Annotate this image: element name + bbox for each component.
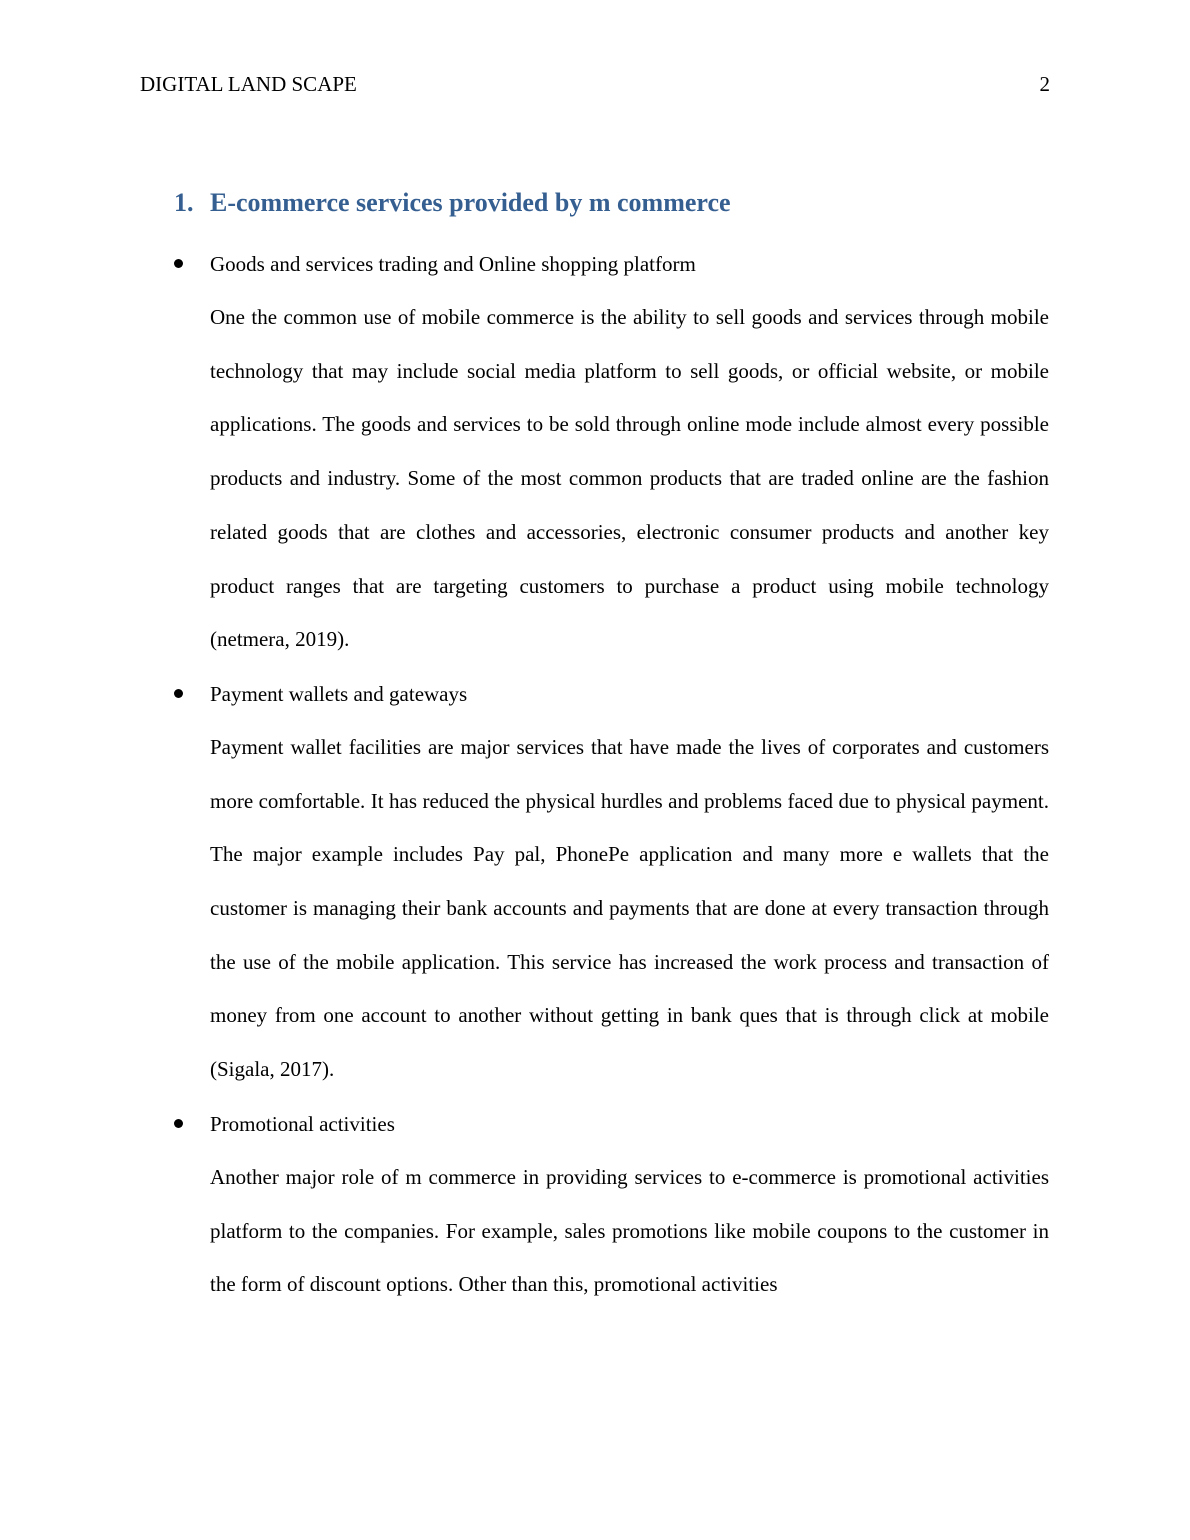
running-head: [140, 70, 1050, 98]
paragraph: Payment wallet facilities are major services that have made the lives of corporates and customers more comfortable. It has reduced the physical hurdles and problems faced due to physical payment. The major example includes Pay pal, PhonePe application and many more e wallets that the customer is managing their bank accounts and payments that are done at every transaction through the use of the mobile application. This service has increased the work process and transaction of money from one account to another without getting in bank ques that is through click at mobile (Sigala, 2017).: [210, 734, 1049, 1082]
bullet-item: [210, 1097, 1049, 1151]
bullet-label: Goods and services trading and Online shopping platform: [210, 252, 696, 276]
document-body: [210, 237, 1049, 1312]
paragraph: Another major role of m commerce in providing services to e-commerce is promotional activities platform to the companies. For example, sales promotions like mobile coupons to the customer in the form of discount options. Other than this, promotional activities: [210, 1164, 1049, 1297]
bullet-icon: [174, 1119, 183, 1128]
section-heading: [174, 184, 1050, 222]
section-title: E-commerce services provided by m commerce: [210, 188, 731, 217]
bullet-icon: [174, 259, 183, 268]
running-head-title: DIGITAL LAND SCAPE: [140, 72, 357, 96]
bullet-icon: [174, 689, 183, 698]
bullet-label: Payment wallets and gateways: [210, 681, 468, 706]
bullet-item: [210, 237, 1049, 291]
page-number: 2: [1039, 72, 1050, 96]
paragraph: One the common use of mobile commerce is the ability to sell goods and services through mobile technology that may include social media platform to sell goods, or official website, or mobile applications. The goods and services to be sold through online mode include almost every possible products and industry. Some of the most common products that are traded online are the fashion related goods that are clothes and accessories, electronic consumer products and another key product ranges that are targeting customers to purchase a product using mobile technology (netmera, 2019).: [210, 305, 1049, 652]
bullet-item: [210, 667, 1049, 721]
section-number: 1.: [174, 188, 194, 217]
bullet-label: Promotional activities: [210, 1111, 395, 1136]
